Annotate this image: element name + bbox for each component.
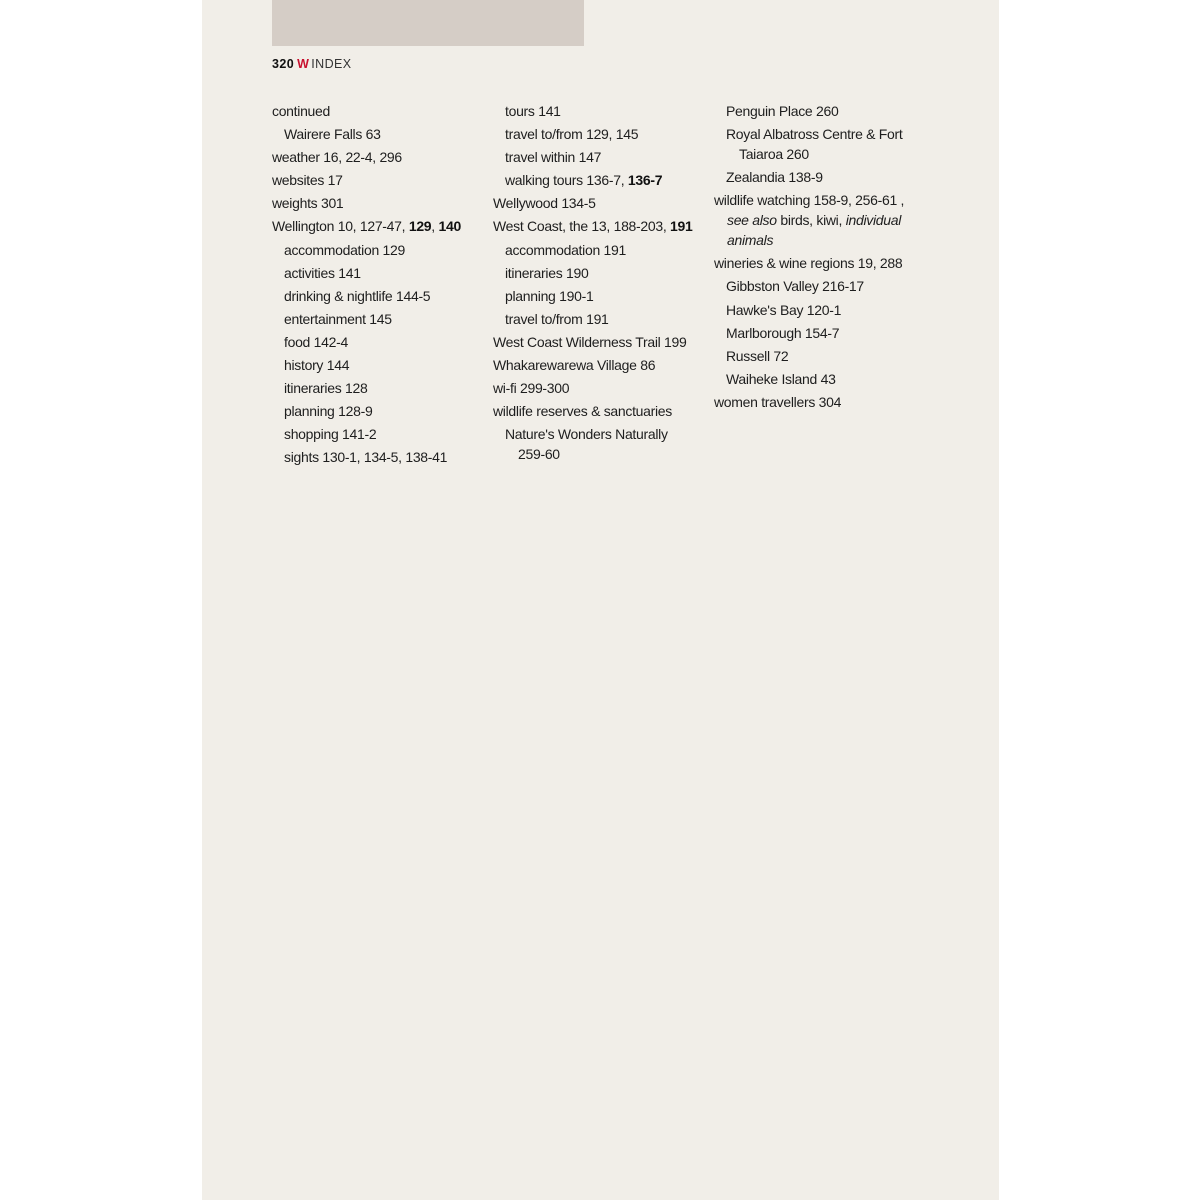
index-subentry: itineraries 190 [505, 264, 589, 281]
index-subentry: food 142-4 [284, 333, 348, 350]
index-subentry: planning 128-9 [284, 403, 373, 420]
entry-text: West Coast, the 13, 188-203, [493, 218, 671, 235]
index-entry: West Coast Wilderness Trail 199 [493, 333, 687, 350]
index-column-1 [272, 101, 477, 471]
index-subentry: planning 190-1 [505, 287, 594, 304]
index-subentry: Wairere Falls 63 [284, 126, 381, 143]
index-subentry: travel to/from 129, 145 [505, 126, 639, 143]
index-subentry: activities 141 [284, 264, 361, 281]
index-subentry: Hawke's Bay 120-1 [726, 301, 842, 318]
entry-page-bold: 191 [670, 218, 693, 235]
entry-text: birds, kiwi, [776, 212, 846, 229]
index-subentry: accommodation 129 [284, 241, 405, 258]
index-subentry: Royal Albatross Centre & Fort Taiaroa 260 [726, 126, 903, 163]
index-subentry: Gibbston Valley 216-17 [726, 278, 864, 295]
entry-page-bold: 136-7 [627, 172, 663, 189]
page-number: 320 [272, 57, 295, 71]
running-head [272, 57, 351, 71]
see-also-italic: see also [727, 212, 777, 229]
entry-text: Wellington 10, 127-47, [272, 218, 409, 235]
section-title: INDEX [311, 57, 352, 71]
header-tab-block [272, 0, 584, 46]
index-subentry: accommodation 191 [505, 241, 626, 258]
entry-separator: , [431, 218, 439, 235]
index-subentry: history 144 [284, 357, 350, 374]
index-entry [714, 190, 919, 250]
index-column-3 [714, 101, 919, 415]
index-subentry: Waiheke Island 43 [726, 370, 836, 387]
index-entry: wi-fi 299-300 [493, 380, 570, 397]
index-subentry: Marlborough 154-7 [726, 324, 840, 341]
index-entry: wineries & wine regions 19, 288 [714, 255, 903, 272]
index-entry: wildlife reserves & sanctuaries [493, 403, 672, 420]
index-subentry: Russell 72 [726, 347, 789, 364]
index-subentry: travel to/from 191 [505, 310, 609, 327]
see-also-italic: individual animals [727, 212, 902, 249]
index-entry: weights 301 [272, 195, 344, 212]
index-subentry: drinking & nightlife 144-5 [284, 287, 431, 304]
index-subentry [493, 170, 698, 190]
entry-text: walking tours 136-7, [505, 172, 628, 189]
index-entry: weather 16, 22-4, 296 [272, 149, 402, 166]
index-subentry: tours 141 [505, 103, 561, 119]
index-entry: Wellywood 134-5 [493, 195, 596, 212]
section-letter: W [297, 57, 310, 71]
index-column-2 [493, 101, 698, 467]
index-subentry: Nature's Wonders Naturally 259-60 [505, 426, 668, 463]
index-entry: women travellers 304 [714, 393, 842, 410]
index-entry: continued [272, 103, 331, 119]
index-page [202, 0, 999, 1200]
index-entry: websites 17 [272, 172, 343, 189]
index-subentry: shopping 141-2 [284, 426, 377, 443]
index-entry [493, 216, 698, 236]
index-entry [272, 216, 477, 236]
index-entry: Whakarewarewa Village 86 [493, 357, 656, 374]
entry-text: wildlife watching 158-9, 256-61 , [714, 192, 905, 209]
entry-page-bold: 129 [408, 218, 432, 235]
index-subentry: Penguin Place 260 [726, 103, 839, 119]
index-subentry: travel within 147 [505, 149, 602, 166]
index-subentry: entertainment 145 [284, 310, 392, 327]
index-subentry: sights 130-1, 134-5, 138-41 [284, 449, 448, 466]
index-subentry: itineraries 128 [284, 380, 368, 397]
entry-page-bold: 140 [438, 218, 461, 235]
index-subentry: Zealandia 138-9 [726, 169, 823, 186]
